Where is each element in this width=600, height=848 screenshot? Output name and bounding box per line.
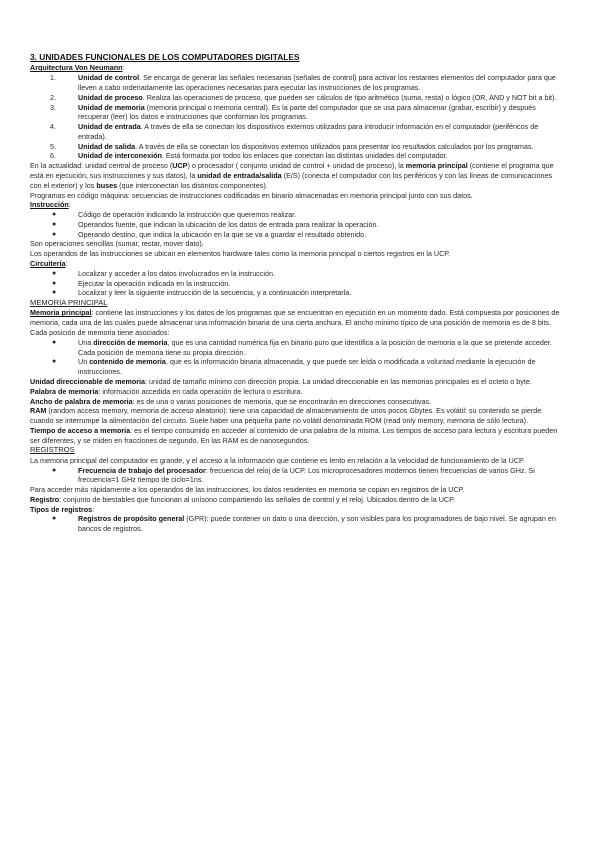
registros-intro-paragraph: La memoria principal del computador es grande, y el acceso a la información que contiene es lento en relación a la velocidad de funcionamiento de la UCP. — [30, 455, 525, 465]
registros-heading: REGISTROS — [30, 445, 75, 455]
list-item: ● Código de operación indicando la instrucción que queremos realizar. — [52, 210, 297, 220]
ancho-paragraph: Ancho de palabra de memoria: es de una o varias posiciones de memoria, que se encontrarán en direcciones consecutivas. — [30, 396, 432, 406]
list-item: 3. Unidad de memoria (memoria principal o memoria central). Es la parte del computador que se usa para almacenar (grabar, escribir) y después recuperar (leer) los datos e instrucciones que conforman los programas. — [50, 102, 536, 122]
cada-posicion-paragraph: Cada posición de memoria tiene asociados: — [30, 328, 170, 338]
posicion-list — [30, 338, 564, 377]
sencillas-paragraph: Son operaciones sencillas (sumar, restar, mover dato). — [30, 239, 204, 249]
operandos-paragraph: Los operandos de las instrucciones se ubican en elementos hardware tales como la memoria principal o ciertos registros en la UCP. — [30, 249, 451, 259]
unidad-direccionable-paragraph: Unidad direccionable de memoria: unidad de tamaño mínimo con dirección propia. La unidad direccionable en las memorias principales es el octeto o byte. — [30, 376, 532, 386]
frecuencia-list — [30, 466, 564, 486]
list-item: ● Ejecutar la operación indicada en la instrucción. — [52, 278, 231, 288]
list-item: ● Operando destino, que indica la ubicación en la que se va a guardar el resultado obtenido. — [52, 229, 367, 239]
actualidad-paragraph: En la actualidad: unidad central de proceso (UCP) o procesador ( conjunto unidad de control + unidad de proceso), la memoria principal (contiene el programa que está en ejecución, sus instrucciones y sus datos), la unidad de entrada/salida (E/S) (conecta el computador con los periféricos y con las líneas de comunicaciones con el exterior) y los buses (que interconectan los distintos componentes). — [30, 161, 554, 190]
list-item: ● Operandos fuente, que indican la ubicación de los datos de entrada para realizar la operación. — [52, 219, 379, 229]
programas-paragraph: Programas en código máquina: secuencias de instrucciones codificadas en binario almacenadas en memoria principal junto con sus datos. — [30, 190, 473, 200]
list-item: 6. Unidad de interconexión. Está formada por todos los enlaces que conectan las distintas unidades del computador. — [50, 151, 448, 161]
tipos-registros-heading: Tipos de registros: — [30, 504, 95, 514]
instruccion-heading: Instrucción: — [30, 200, 71, 210]
list-item: ● Frecuencia de trabajo del procesador: frecuencia del reloj de la UCP. Los microprocesadores modernos tienen frecuencias de varios GHz. Si frecuencia=1 GHz tiempo de ciclo=1ns. — [52, 465, 535, 485]
list-item: ● Localizar y leer la siguiente instrucción de la secuencia, y a continuación interpretarla. — [52, 288, 352, 298]
registro-paragraph: Registro: conjunto de biestables que funcionan al unísono compartiendo las señales de control y el reloj. Ubicados dentro de la UCP. — [30, 494, 455, 504]
list-item: 4. Unidad de entrada. A través de ella se conectan los dispositivos externos utilizados para introducir información en el computador (periféricos de entrada). — [50, 122, 539, 141]
list-item: 1. Unidad de control. Se encarga de generar las señales necesarias (señales de control) para activar los restantes elementos del computador para que lleven a cabo ordenadamente las operaciones necesarias para ejecutar las instrucciones de los programas. — [50, 73, 556, 92]
instruccion-list — [30, 210, 564, 239]
circuiteria-list — [30, 269, 564, 298]
list-item: ● Un contenido de memoria, que es la información binaria almacenada, y que puede ser leída o modificada a voluntad mediante la ejecución de instrucciones. — [52, 357, 536, 377]
von-neumann-list — [30, 73, 564, 161]
acceder-paragraph: Para acceder más rápidamente a los operandos de las instrucciones, los datos residentes en memoria se copian en registros de la UCP. — [30, 485, 465, 495]
list-item: 2. Unidad de proceso. Realiza las operaciones de proceso, que pueden ser cálculos de tipo aritmético (suma, resta) o lógico (OR, AND y NOT bit a bit). — [50, 92, 557, 102]
list-item: ● Una dirección de memoria, que es una cantidad numérica fija en binario puro que identifica a la posición de memoria a la que se pretende acceder. Cada posición de memoria tiene su propia dirección. — [52, 337, 552, 357]
list-item: 5. Unidad de salida. A través de ella se conectan los dispositivos externos utilizados para presentar los resultados calculados por los programas. — [50, 141, 534, 151]
tipos-list — [30, 514, 564, 534]
list-item: ● Localizar y acceder a los datos involucrados en la instrucción. — [52, 268, 275, 278]
memoria-principal-paragraph: Memoria principal: contiene las instrucciones y los datos de los programas que se encuentran en ejecución en un momento dado. Está compuesta por posiciones de memoria, cada una de las cuales puede almacenar una información binaria de una cierta anchura. El ancho mínimo típico de una posición de memoria es de 8 bits. — [30, 308, 560, 328]
von-neumann-heading: Arquitectura Von Neumann: — [30, 63, 125, 73]
palabra-paragraph: Palabra de memoria: información accedida en cada operación de lectura o escritura. — [30, 386, 303, 396]
ram-paragraph: RAM (random access memory, memoria de acceso aleatorio): tiene una capacidad de almacenamiento de unos pocos Gbytes. Es volátil: su contenido se pierde cuando se interrumpe la alimentación del circuito. Suele haber una pequeña parte no volátil denominada ROM (read only memory, memoria de sólo lectura). — [30, 406, 542, 426]
section-title: 3. UNIDADES FUNCIONALES DE LOS COMPUTADORES DIGITALES — [30, 52, 300, 62]
memoria-principal-heading: MEMORIA PRINCIPAL — [30, 298, 108, 308]
circuiteria-heading: Circuitería: — [30, 259, 68, 269]
tiempo-paragraph: Tiempo de acceso a memoria: es el tiempo consumido en acceder al contenido de una palabra de la misma. Los tiempos de acceso para lectura y escritura pueden ser diferentes, y se miden en fracciones de segundo. En las RAM es de nanosegundos. — [30, 425, 558, 445]
list-item: ● Registros de propósito general (GPR): puede contener un dato o una dirección, y son visibles para los programadores de bajo nivel. Se agrupan en bancos de registros. — [52, 514, 556, 534]
